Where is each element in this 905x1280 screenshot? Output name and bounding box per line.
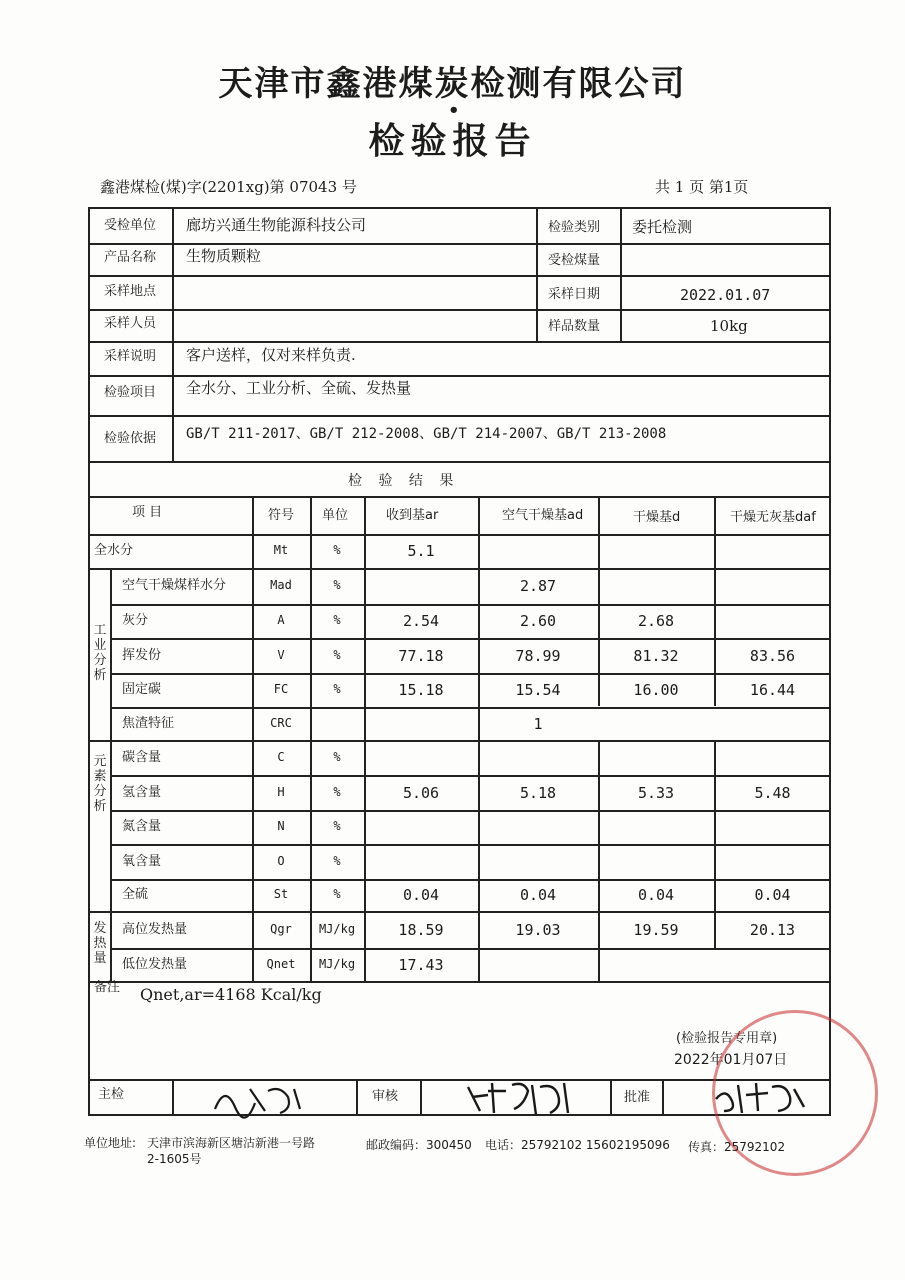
- header-item: 项 目: [132, 505, 163, 520]
- cell-ar: 5.06: [402, 783, 440, 802]
- stamp-date: 2022年01月07日: [674, 1052, 788, 1068]
- cell-ad: 5.18: [519, 783, 557, 802]
- row-name: 氧含量: [122, 853, 162, 869]
- cell-symbol: Mt: [273, 543, 289, 557]
- cell-unit: %: [333, 647, 341, 662]
- row-name: 全水分: [94, 543, 134, 558]
- sampling-site-label: 采样地点: [104, 284, 157, 299]
- phone: 电话：25792102 15602195096: [485, 1138, 670, 1152]
- cell-unit: %: [333, 819, 341, 833]
- cell-ar: 5.1: [407, 542, 435, 560]
- cell-symbol: Mad: [270, 578, 292, 592]
- client-value: 廊坊兴通生物能源科技公司: [186, 216, 367, 234]
- cell-symbol: V: [277, 647, 285, 662]
- cell-unit: %: [333, 784, 341, 799]
- row-name: 全硫: [122, 887, 149, 902]
- fax: 传真：25792102: [688, 1140, 786, 1154]
- cell-ad: 19.03: [515, 920, 561, 939]
- cell-ad: 1: [533, 714, 543, 733]
- test-basis-value: GB/T 211-2017、GB/T 212-2008、GB/T 214-2007、GB/T 213-2008: [186, 426, 667, 442]
- test-type-label: 检验类别: [548, 220, 601, 235]
- cell-symbol: A: [277, 613, 285, 627]
- cell-ad: 78.99: [515, 646, 561, 665]
- report-title: 检验报告: [368, 121, 537, 162]
- report-table: [88, 207, 831, 1116]
- row-name: 碳含量: [122, 749, 162, 765]
- coal-qty-label: 受检煤量: [548, 253, 601, 268]
- postcode: 邮政编码：300450: [366, 1138, 472, 1152]
- cell-ar: 77.18: [398, 646, 444, 665]
- cell-daf: 20.13: [749, 920, 796, 939]
- cell-symbol: Qgr: [270, 921, 292, 936]
- cell-unit: MJ/kg: [318, 921, 356, 936]
- row-name: 氮含量: [122, 819, 162, 834]
- row-name: 焦渣特征: [122, 715, 175, 731]
- reviewer-label: 审核: [372, 1089, 399, 1104]
- reviewer-signature: [462, 1075, 582, 1119]
- cell-unit: %: [333, 682, 341, 696]
- cell-ar: 18.59: [398, 920, 444, 939]
- cell-d: 81.32: [633, 646, 679, 665]
- sampler-label: 采样人员: [104, 316, 157, 331]
- row-name: 挥发份: [122, 647, 162, 663]
- row-name: 空气干燥煤样水分: [122, 578, 227, 593]
- header-ad: 空气干燥基ad: [502, 508, 584, 523]
- cell-symbol: C: [277, 749, 285, 764]
- product-value: 生物质颗粒: [186, 247, 262, 265]
- group-ultimate: 元素分析: [93, 754, 107, 814]
- row-name: 氢含量: [122, 784, 162, 800]
- test-items-label: 检验项目: [104, 385, 157, 400]
- header-unit: 单位: [322, 508, 349, 523]
- address-line2: 2-1605号: [147, 1152, 202, 1166]
- cell-ar: 2.54: [402, 612, 440, 630]
- test-items-value: 全水分、工业分析、全硫、发热量: [186, 379, 412, 397]
- cell-ar: 15.18: [398, 681, 444, 699]
- row-name: 灰分: [122, 613, 149, 628]
- cell-symbol: FC: [273, 682, 289, 696]
- cell-unit: %: [333, 613, 341, 627]
- cell-ad: 2.60: [519, 612, 557, 630]
- header-daf: 干燥无灰基daf: [730, 510, 816, 525]
- cell-unit: %: [333, 887, 341, 901]
- cell-daf: 5.48: [754, 783, 791, 802]
- sampling-note-label: 采样说明: [104, 349, 157, 364]
- header-d: 干燥基d: [633, 510, 681, 525]
- row-name: 高位发热量: [122, 921, 188, 937]
- results-title: 检 验 结 果: [348, 473, 460, 489]
- cell-symbol: N: [277, 819, 285, 833]
- cell-unit: MJ/kg: [318, 956, 356, 971]
- remarks-text: Qnet,ar=4168 Kcal/kg: [140, 985, 322, 1004]
- cell-ad: 2.87: [519, 577, 557, 595]
- test-basis-label: 检验依据: [104, 431, 157, 446]
- cell-symbol: CRC: [270, 715, 292, 730]
- chief-inspector-signature: [210, 1079, 310, 1119]
- cell-ad: 0.04: [519, 886, 557, 904]
- cell-ad: 15.54: [515, 681, 561, 699]
- cell-daf: 0.04: [754, 886, 791, 904]
- cell-symbol: H: [277, 784, 285, 799]
- company-name: 天津市鑫港煤炭检测有限公司: [218, 64, 687, 104]
- cell-d: 16.00: [633, 681, 679, 699]
- cell-d: 2.68: [637, 612, 675, 630]
- row-name: 固定碳: [122, 682, 162, 697]
- product-label: 产品名称: [104, 250, 157, 265]
- cell-daf: 16.44: [749, 681, 796, 699]
- sampling-date-label: 采样日期: [548, 287, 601, 302]
- header-ar: 收到基ar: [386, 508, 439, 523]
- remarks-label: 备注: [94, 980, 121, 995]
- sampling-date-value: 2022.01.07: [680, 286, 771, 304]
- address-line1: 天津市滨海新区塘沽新港一号路: [147, 1136, 316, 1150]
- page-info: 共 1 页 第1页: [655, 178, 749, 196]
- cell-d: 19.59: [633, 920, 679, 939]
- cell-unit: %: [333, 853, 341, 868]
- cell-symbol: St: [273, 887, 289, 901]
- chief-inspector-label: 主检: [98, 1087, 125, 1102]
- cell-ar: 0.04: [402, 886, 440, 904]
- cell-daf: 83.56: [749, 646, 796, 665]
- client-label: 受检单位: [104, 218, 157, 233]
- group-heat: 发热量: [93, 921, 107, 966]
- title-dot: •: [448, 100, 460, 121]
- sample-qty-label: 样品数量: [548, 319, 601, 334]
- sample-qty-value: 10kg: [710, 317, 748, 335]
- cell-symbol: Qnet: [266, 956, 296, 971]
- cell-d: 0.04: [637, 886, 675, 904]
- group-proximate: 工业分析: [93, 623, 107, 683]
- cell-symbol: O: [277, 853, 285, 868]
- header-symbol: 符号: [268, 508, 295, 523]
- cell-unit: %: [333, 749, 341, 764]
- address-label: 单位地址:: [84, 1136, 137, 1150]
- cell-unit: %: [333, 578, 341, 592]
- cell-unit: %: [333, 543, 341, 557]
- cell-ar: 17.43: [398, 955, 444, 974]
- approver-label: 批准: [624, 1090, 651, 1105]
- row-name: 低位发热量: [122, 956, 188, 972]
- sampling-note-value: 客户送样，仅对来样负责.: [186, 346, 356, 364]
- test-type-value: 委托检测: [632, 218, 693, 236]
- stamp-label: (检验报告专用章): [676, 1031, 778, 1046]
- document-number: 鑫港煤检(煤)字(2201xg)第 07043 号: [100, 178, 357, 196]
- cell-d: 5.33: [637, 783, 675, 802]
